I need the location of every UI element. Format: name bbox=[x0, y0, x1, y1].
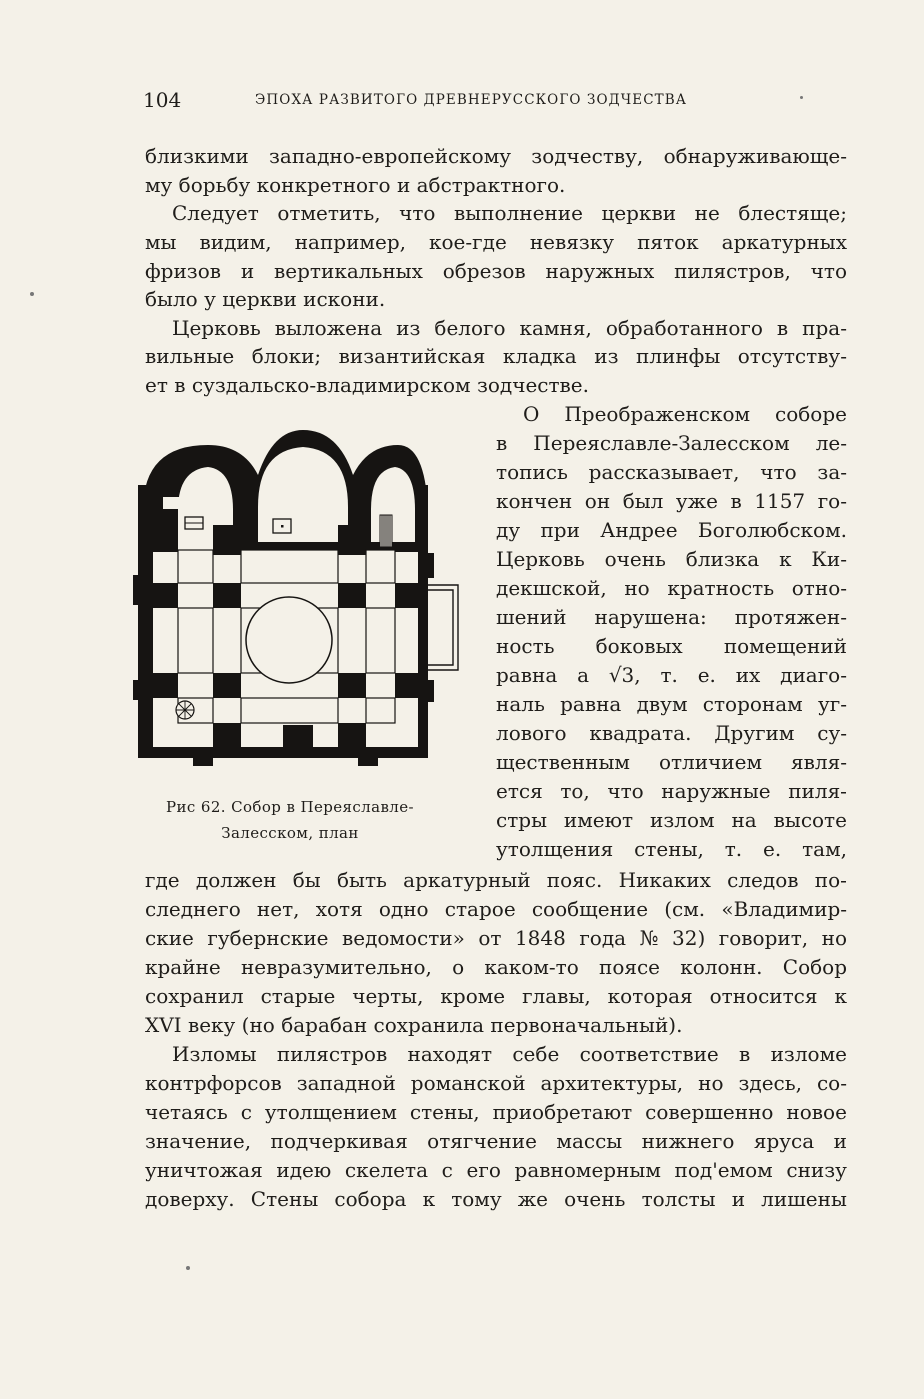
text-line: уничтожая идею скелета с его равномерным под'емом снизу bbox=[145, 1158, 847, 1182]
text-line: ет в суздальско-владимирском зодчестве. bbox=[145, 373, 590, 397]
text-line: шений нарушена: протяжен- bbox=[496, 605, 847, 629]
text-line: О Преображенском соборе bbox=[523, 402, 847, 426]
text-line: декшской, но кратность отно- bbox=[496, 576, 847, 600]
text-line: сохранил старые черты, кроме главы, которая относится к bbox=[145, 984, 847, 1008]
text-line: ность боковых помещений bbox=[496, 634, 847, 658]
text-line: наль равна двум сторонам уг- bbox=[496, 692, 847, 716]
text-line: стры имеют излом на высоте bbox=[496, 808, 847, 832]
running-head bbox=[143, 86, 843, 116]
print-speck bbox=[800, 96, 803, 99]
text-line: крайне невразумительно, о каком-то поясе колонн. Собор bbox=[145, 955, 847, 979]
text-line: четаясь с утолщением стены, приобретают совершенно новое bbox=[145, 1100, 847, 1124]
text-line: мы видим, например, кое-где невязку пяток аркатурных bbox=[145, 230, 847, 254]
text-line: Церковь выложена из белого камня, обработанного в пра- bbox=[172, 316, 847, 340]
text-line: кончен он был уже в 1157 го- bbox=[496, 489, 847, 513]
text-line: где должен бы быть аркатурный пояс. Никаких следов по- bbox=[145, 868, 847, 892]
text-line: Изломы пилястров находят себе соответствие в изломе bbox=[172, 1042, 847, 1066]
text-line: лового квадрата. Другим су- bbox=[496, 721, 847, 745]
print-speck bbox=[186, 1266, 190, 1270]
text-line: му борьбу конкретного и абстрактного. bbox=[145, 173, 566, 197]
text-line: утолщения стены, т. е. там, bbox=[496, 837, 847, 861]
floor-plan-drawing bbox=[133, 425, 463, 770]
text-line: следнего нет, хотя одно старое сообщение (см. «Владимир- bbox=[145, 897, 847, 921]
text-line: XVI веку (но барабан сохранила первоначальный). bbox=[145, 1013, 683, 1037]
text-line: доверху. Стены собора к тому же очень толсты и лишены bbox=[145, 1187, 847, 1211]
text-line: контрфорсов западной романской архитектуры, но здесь, со- bbox=[145, 1071, 847, 1095]
figure-caption bbox=[140, 794, 440, 846]
text-line: было у церкви искони. bbox=[145, 287, 386, 311]
text-line: ские губернские ведомости» от 1848 года № 32) говорит, но bbox=[145, 926, 847, 950]
cathedral-floor-plan bbox=[133, 425, 463, 770]
caption-line: Залесском, план bbox=[221, 824, 359, 842]
print-speck bbox=[30, 292, 34, 296]
text-line: топись рассказывает, что за- bbox=[496, 460, 847, 484]
text-line: щественным отличием явля- bbox=[496, 750, 847, 774]
text-line: близкими западно-европейскому зодчеству, обнаруживающе- bbox=[145, 144, 847, 168]
text-line: значение, подчеркивая отягчение массы нижнего яруса и bbox=[145, 1129, 847, 1153]
running-title: ЭПОХА РАЗВИТОГО ДРЕВНЕРУССКОГО ЗОДЧЕСТВА bbox=[255, 92, 688, 108]
page-number: 104 bbox=[143, 88, 182, 112]
text-line: Следует отметить, что выполнение церкви не блестяще; bbox=[172, 201, 847, 225]
text-line: ется то, что наружные пиля- bbox=[496, 779, 847, 803]
text-line: вильные блоки; византийская кладка из плинфы отсутству- bbox=[145, 344, 847, 368]
text-line: Церковь очень близка к Ки- bbox=[496, 547, 847, 571]
text-line: в Переяславле-Залесском ле- bbox=[496, 431, 847, 455]
text-line: ду при Андрее Боголюбском. bbox=[496, 518, 847, 542]
text-line: фризов и вертикальных обрезов наружных пилястров, что bbox=[145, 259, 847, 283]
caption-line: Рис 62. Собор в Переяславле- bbox=[166, 798, 414, 816]
text-line: равна a √3, т. е. их диаго- bbox=[496, 663, 847, 687]
